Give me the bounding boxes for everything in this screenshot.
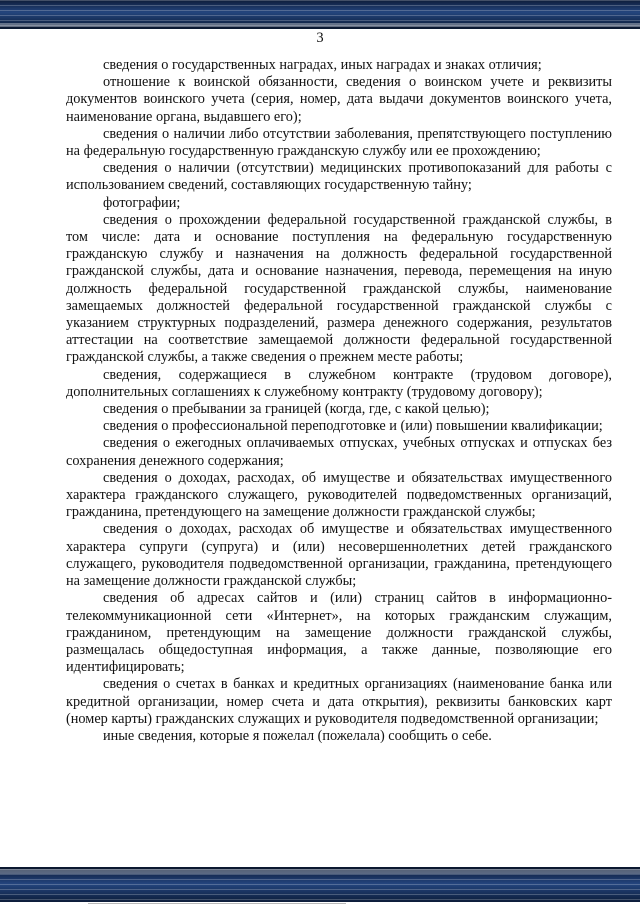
paragraph: сведения об адресах сайтов и (или) страниц сайтов в информационно-телекоммуникационной сети «Интернет», на которых гражданским служащим, гражданином, претендующим на замещение должности гражданской службы, размещалась общедоступная информация, а также данные, позволяющие его идентифицировать; [66,590,612,676]
paragraph: сведения о доходах, расходах, об имуществе и обязательствах имущественного характера гражданского служащего, руководителей подведомственных организаций, гражданина, претендующего на замещение должности гражданской службы; [66,469,612,521]
page-number: 3 [316,30,324,46]
page-edge-ornament-bottom [0,867,640,902]
paragraph: сведения о прохождении федеральной государственной гражданской службы, в том числе: дата и основание поступления на федеральную государственную гражданскую службу и назначения на должность федеральной государственной гражданской службы, дата и основание назначения, перевода, перемещения на иную должность федеральной государственной гражданской службы, наименование замещаемых должностей федеральной государственной гражданской службы с указанием структурных подразделений, размера денежного содержания, результатов аттестации на соответствие замещаемой должности федеральной государственной гражданской службы, а также сведения о прежнем месте работы; [66,211,612,366]
page-edge-ornament-top [0,0,640,29]
document-body [66,57,612,745]
paragraph: сведения о ежегодных оплачиваемых отпусках, учебных отпусках и отпусках без сохранения денежного содержания; [66,435,612,469]
paragraph: сведения о государственных наградах, иных наградах и знаках отличия; [103,57,542,73]
paragraph: сведения о наличии (отсутствии) медицинских противопоказаний для работы с использованием сведений, составляющих государственную тайну; [66,160,612,194]
paragraph: сведения, содержащиеся в служебном контракте (трудовом договоре), дополнительных соглашениях к служебному контракту (трудовому договору); [66,366,612,400]
paragraph: сведения о доходах, расходах об имуществе и обязательствах имущественного характера супруги (супруга) и (или) несовершеннолетних детей гражданского служащего, руководителя подведомственной организации, гражданина, претендующего на замещение должности гражданской службы; [66,521,612,590]
paragraph: сведения о пребывании за границей (когда, где, с какой целью); [103,401,490,418]
paragraph: отношение к воинской обязанности, сведения о воинском учете и реквизиты документов воинского учета (серия, номер, дата выдачи документов воинского учета, наименование органа, выдавшего его); [66,74,612,125]
paragraph: сведения о счетах в банках и кредитных организациях (наименование банка или кредитной организации, номер счета и дата открытия), реквизиты банковских карт (номер карты) гражданских служащих и руководителя подведомственной организации; [66,676,612,727]
paragraph: сведения о наличии либо отсутствии заболевания, препятствующего поступлению на федеральную государственную гражданскую службу или ее прохождению; [66,125,612,160]
paragraph: иные сведения, которые я пожелал (пожелала) сообщить о себе. [103,727,492,744]
scan-edge-line [88,903,346,904]
paragraph: фотографии; [103,194,181,211]
paragraph: сведения о профессиональной переподготовке и (или) повышении квалификации; [103,418,603,435]
